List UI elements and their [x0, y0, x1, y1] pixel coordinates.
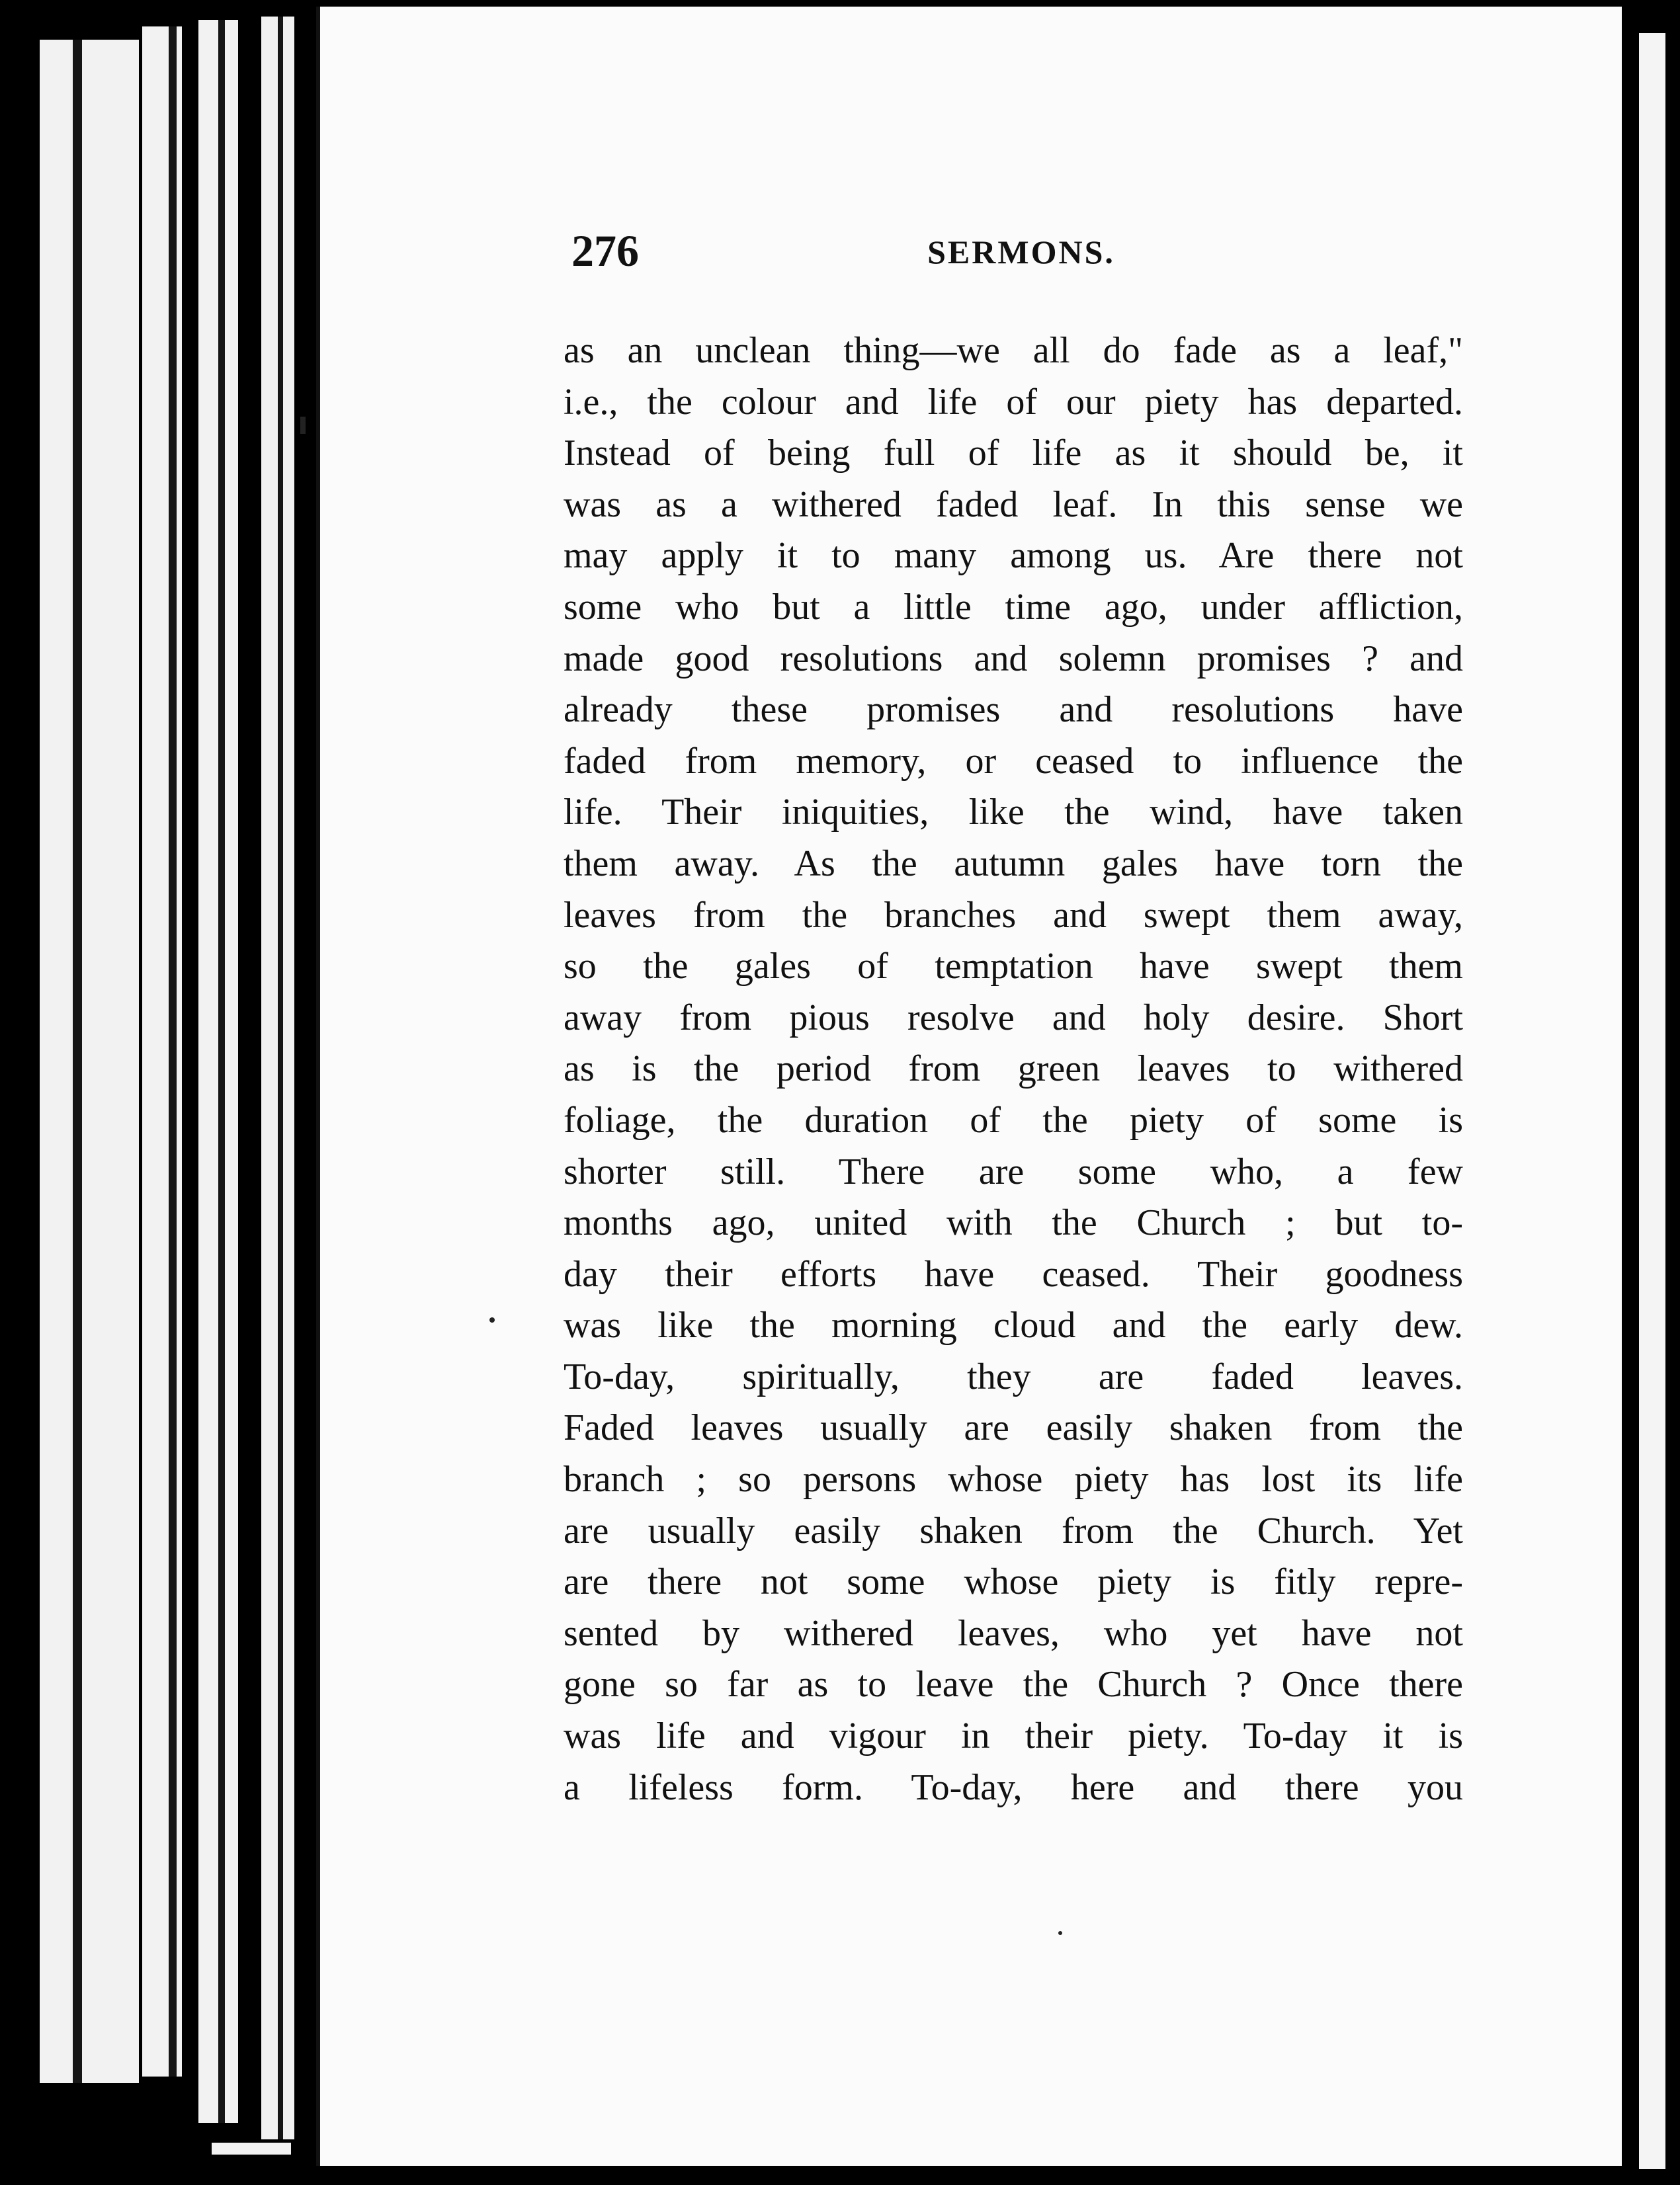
text-line: them away. As the autumn gales have torn the	[564, 843, 1463, 884]
text-line: branch ; so persons whose piety has lost its life	[564, 1459, 1463, 1501]
text-line: Faded leaves usually are easily shaken from the	[564, 1407, 1463, 1449]
text-line: a lifeless form. To-day, here and there you	[564, 1766, 1463, 1808]
scan-speck	[489, 1317, 495, 1323]
text-line: day their efforts have ceased. Their goodness	[564, 1253, 1463, 1295]
text-line: away from pious resolve and holy desire. Short	[564, 997, 1463, 1038]
text-line: so the gales of temptation have swept them	[564, 946, 1463, 987]
text-line: was like the morning cloud and the early dew.	[564, 1305, 1463, 1346]
page-header	[571, 225, 1471, 284]
page-number: 276	[571, 226, 639, 276]
text-line: i.e., the colour and life of our piety has departed.	[564, 381, 1463, 423]
text-line: already these promises and resolutions have	[564, 689, 1463, 731]
text-line: are usually easily shaken from the Church. Yet	[564, 1510, 1463, 1551]
body-text	[564, 325, 1463, 1813]
scan-speck	[1058, 1931, 1062, 1935]
text-line: life. Their iniquities, like the wind, have taken	[564, 792, 1463, 833]
running-head: SERMONS.	[927, 233, 1115, 270]
text-line: are there not some whose piety is fitly repre-	[564, 1561, 1463, 1603]
text-line: made good resolutions and solemn promises ? and	[564, 638, 1463, 679]
text-line: months ago, united with the Church ; but to-	[564, 1202, 1463, 1244]
text-line: foliage, the duration of the piety of some is	[564, 1099, 1463, 1141]
text-line: shorter still. There are some who, a few	[564, 1151, 1463, 1192]
text-line: may apply it to many among us. Are there not	[564, 535, 1463, 577]
text-line: Instead of being full of life as it should be, it	[564, 433, 1463, 474]
text-line: gone so far as to leave the Church ? Once there	[564, 1664, 1463, 1706]
text-line: faded from memory, or ceased to influence the	[564, 740, 1463, 782]
book-page-edges	[0, 0, 317, 2185]
text-line: as is the period from green leaves to withered	[564, 1048, 1463, 1090]
text-line: was as a withered faded leaf. In this sense we	[564, 483, 1463, 525]
text-line: as an unclean thing—we all do fade as a leaf,"	[564, 330, 1463, 371]
scan-speck	[300, 417, 306, 434]
text-line: leaves from the branches and swept them away,	[564, 894, 1463, 936]
text-line: To-day, spiritually, they are faded leaves.	[564, 1356, 1463, 1397]
text-line: some who but a little time ago, under affliction,	[564, 586, 1463, 628]
text-line: was life and vigour in their piety. To-day it is	[564, 1715, 1463, 1757]
text-line: sented by withered leaves, who yet have not	[564, 1612, 1463, 1654]
next-page-edge	[1639, 33, 1665, 2169]
book-page	[316, 7, 1622, 2166]
